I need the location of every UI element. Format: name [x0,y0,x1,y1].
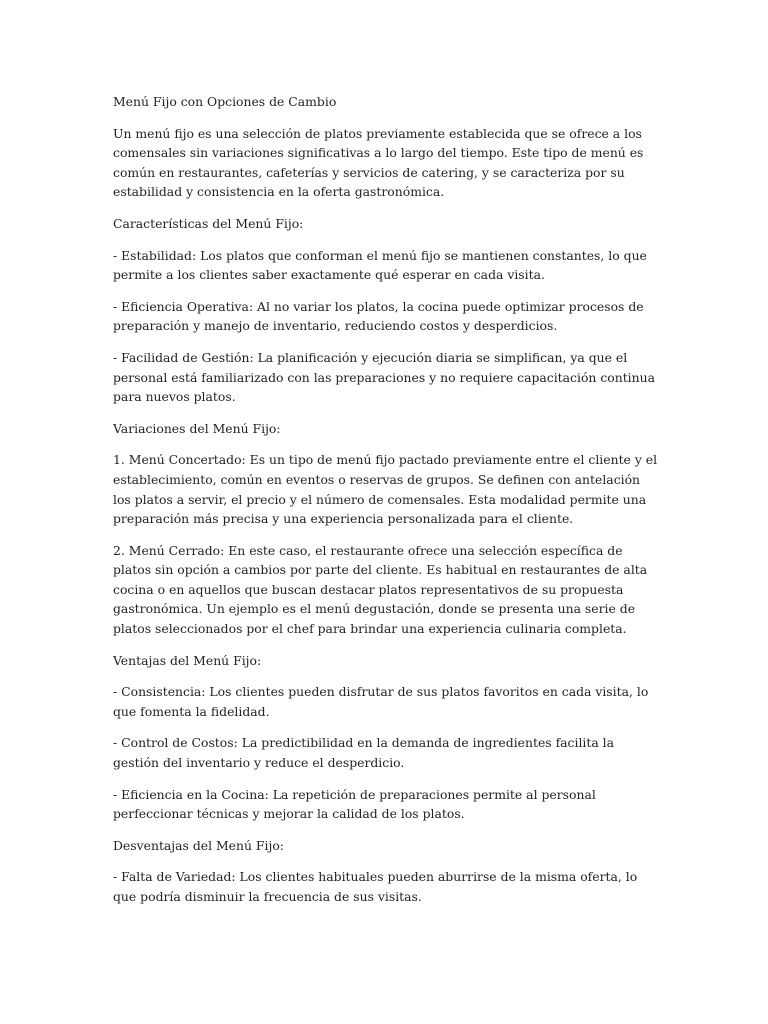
variation-item: 2. Menú Cerrado: En este caso, el restaurante ofrece una selección específica de platos sin opción a cambios por parte del cliente. Es habitual en restaurantes de alta cocina o en aquellos que buscan destacar platos representativos de su propuesta gastronómica. Un ejemplo es el menú degustación, donde se presenta una serie de platos seleccionados por el chef para brindar una experiencia culinaria completa. [113,542,648,637]
advantage-item: - Eficiencia en la Cocina: La repetición de preparaciones permite al personal perfeccionar técnicas y mejorar la calidad de los platos. [113,786,596,822]
disadvantage-item: - Falta de Variedad: Los clientes habituales pueden aburrirse de la misma oferta, lo que podría disminuir la frecuencia de sus visitas. [113,869,638,904]
characteristic-item: - Facilidad de Gestión: La planificación y ejecución diaria se simplifican, ya que el personal está familiarizado con las preparaciones y no requiere capacitación continua para nuevos platos. [113,349,655,405]
document-page [113,92,658,919]
variations-heading: Variaciones del Menú Fijo: [113,420,281,436]
document-title: Menú Fijo con Opciones de Cambio [113,94,337,109]
intro-paragraph: Un menú fijo es una selección de platos previamente establecida que se ofrece a los comensales sin variaciones significativas a lo largo del tiempo. Este tipo de menú es común en restaurantes, cafeterías y servicios de catering, y se caracteriza por su estabilidad y consistencia en la oferta gastronómica. [113,125,644,200]
characteristic-item: - Estabilidad: Los platos que conforman el menú fijo se mantienen constantes, lo que permite a los clientes saber exactamente qué esperar en cada visita. [113,247,647,283]
disadvantages-heading: Desventajas del Menú Fijo: [113,837,284,853]
characteristics-heading: Características del Menú Fijo: [113,215,304,231]
characteristic-item: - Eficiencia Operativa: Al no variar los platos, la cocina puede optimizar procesos de preparación y manejo de inventario, reduciendo costos y desperdicios. [113,298,644,334]
advantage-item: - Control de Costos: La predictibilidad en la demanda de ingredientes facilita la gestión del inventario y reduce el desperdicio. [113,735,615,771]
variation-item: 1. Menú Concertado: Es un tipo de menú fijo pactado previamente entre el cliente y el establecimiento, común en eventos o reservas de grupos. Se definen con antelación los platos a servir, el precio y el número de comensales. Esta modalidad permite una preparación más precisa y una experiencia personalizada para el cliente. [113,452,658,527]
advantage-item: - Consistencia: Los clientes pueden disfrutar de sus platos favoritos en cada visita, lo que fomenta la fidelidad. [113,684,649,719]
advantages-heading: Ventajas del Menú Fijo: [113,652,262,668]
